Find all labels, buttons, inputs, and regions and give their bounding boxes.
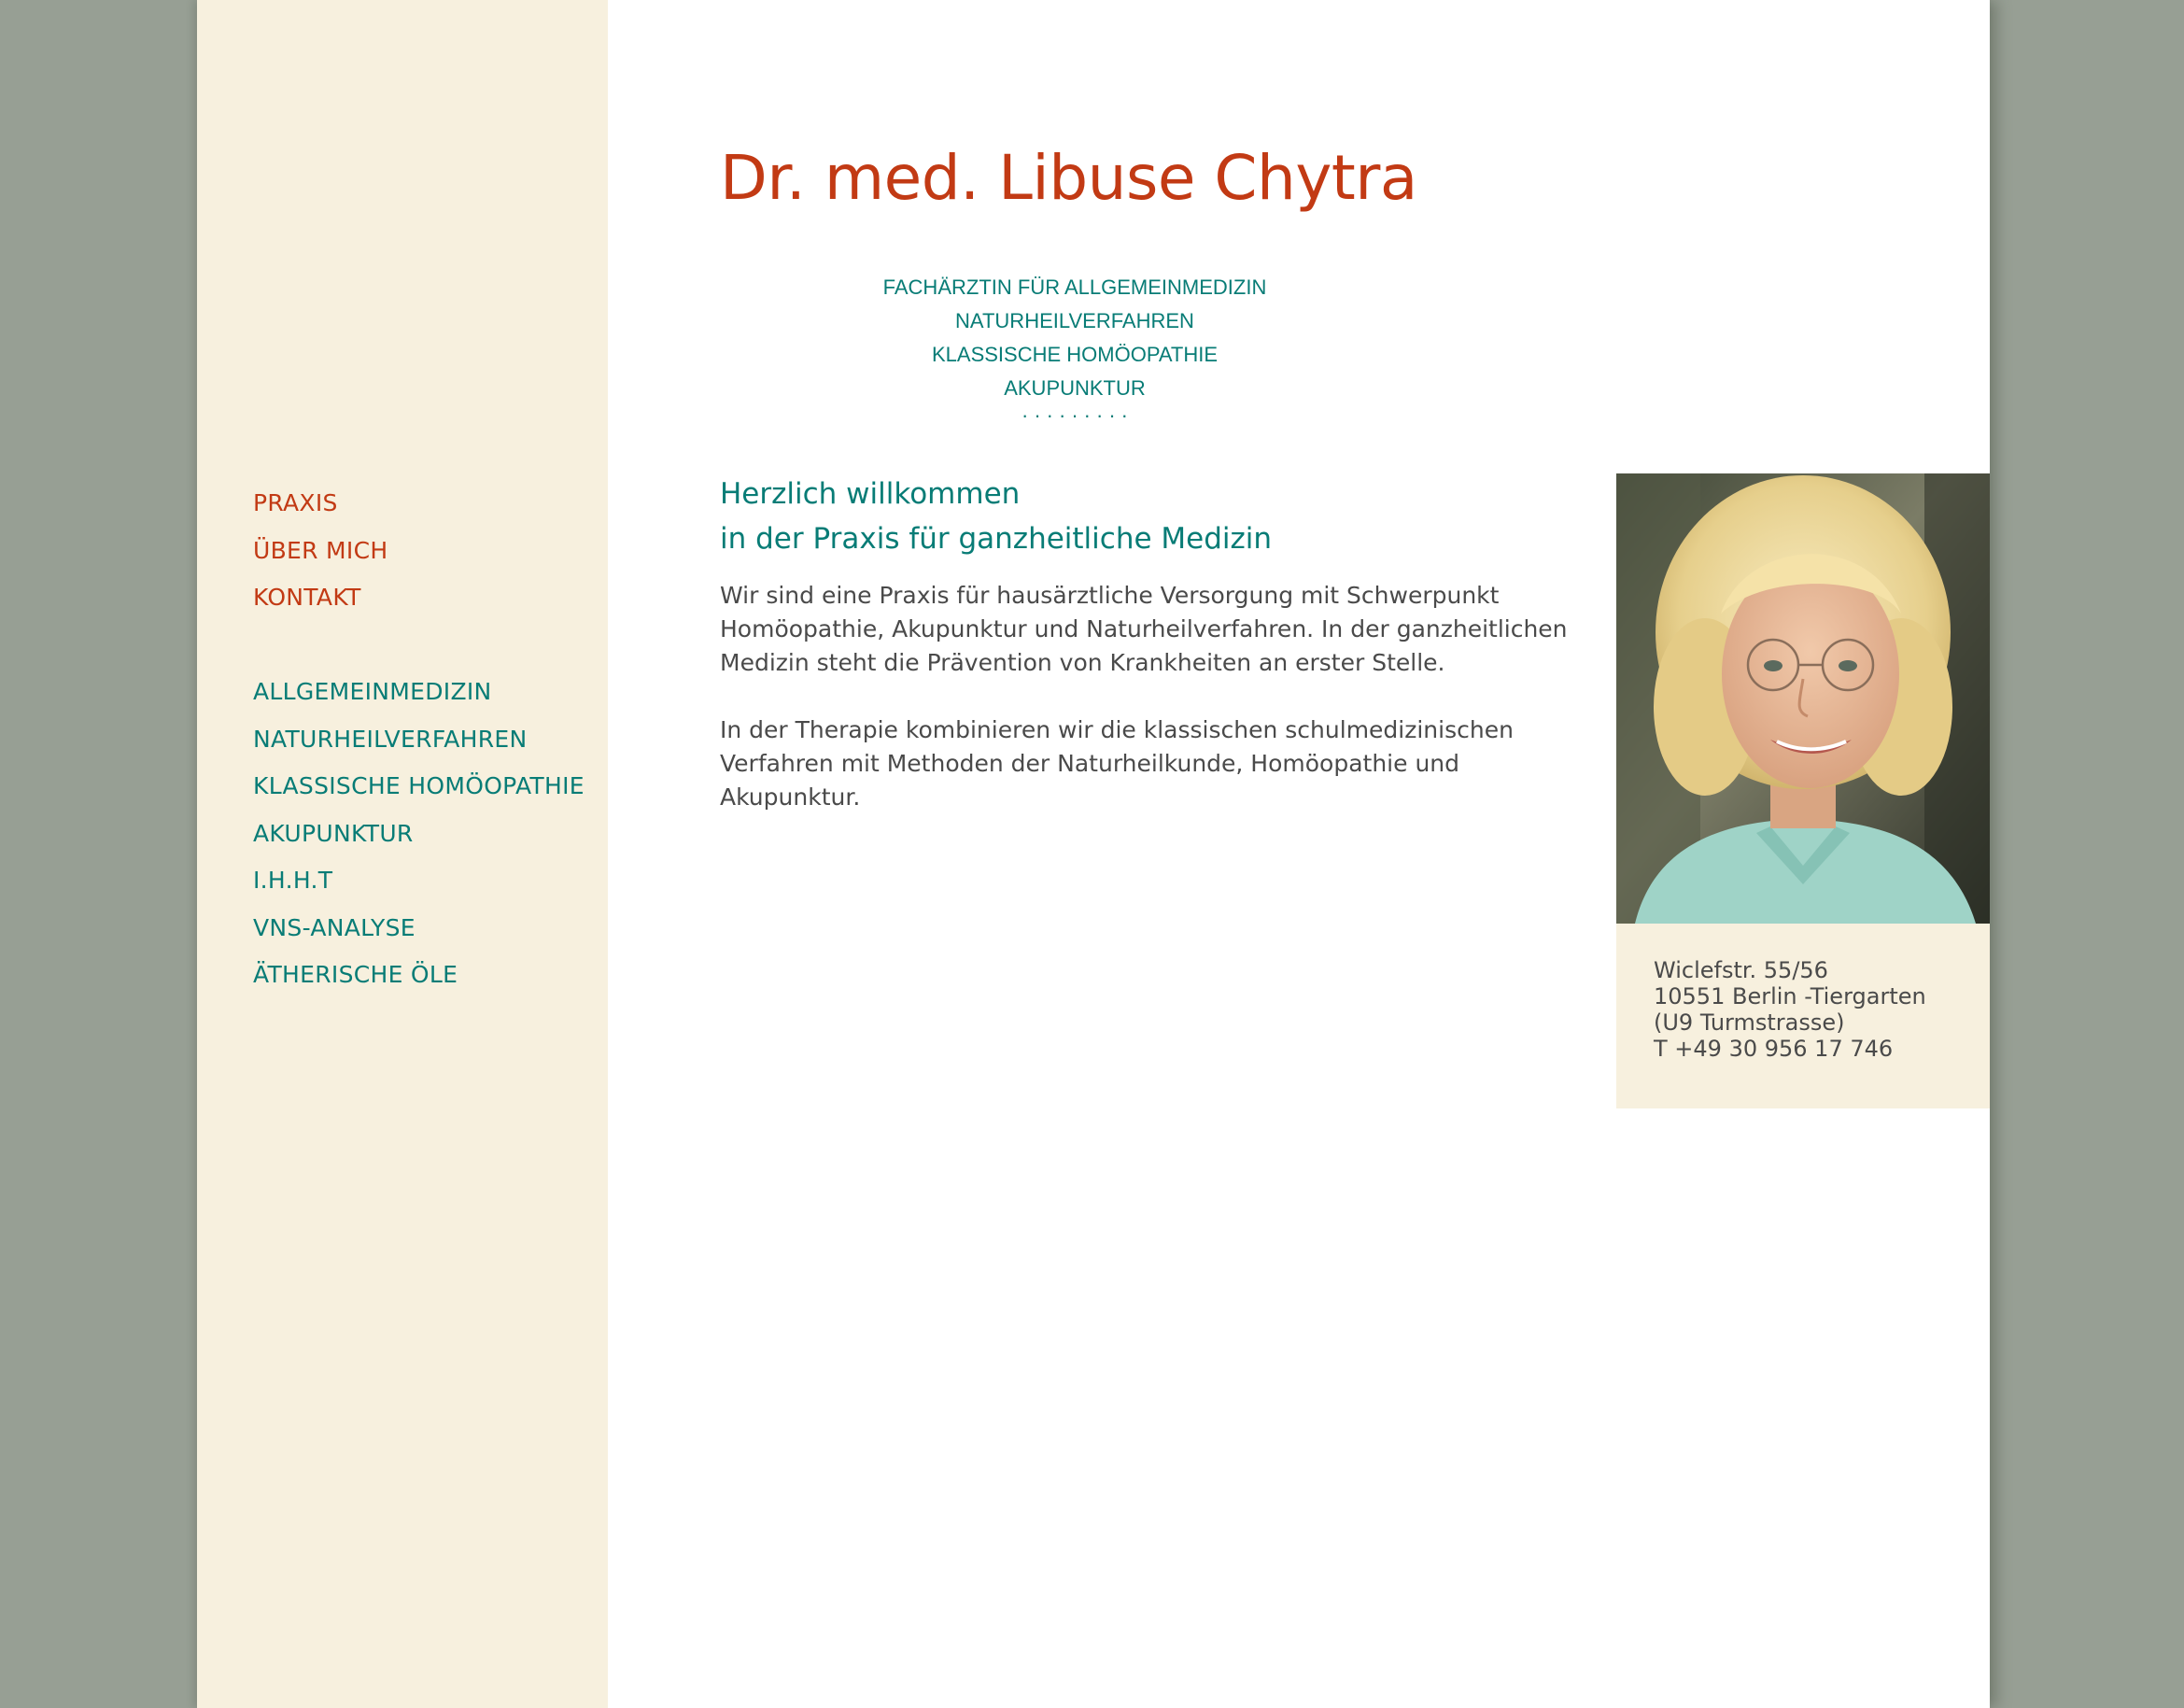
nav-item-aetherische-oele[interactable]: ÄTHERISCHE ÖLE	[253, 961, 458, 988]
therapy-paragraph: In der Therapie kombinieren wir die klassischen schulmedizinischen Verfahren mit Methoden der Naturheilkunde, Homöopathie und Akupunktur.	[720, 716, 1514, 811]
nav-item-praxis[interactable]: PRAXIS	[253, 489, 338, 516]
address-transit: (U9 Turmstrasse)	[1654, 1009, 1845, 1036]
dotted-divider: ·········	[1022, 403, 1134, 427]
intro-paragraph: Wir sind eine Praxis für hausärztliche Versorgung mit Schwerpunkt Homöopathie, Akupunktur und Naturheilverfahren. In der ganzheitlichen Medizin steht die Prävention von Krankheiten an erster Stelle.	[720, 582, 1568, 676]
topics-navigation	[253, 669, 585, 999]
nav-item-allgemeinmedizin[interactable]: ALLGEMEINMEDIZIN	[253, 678, 492, 705]
page-container	[197, 0, 1990, 1708]
specialty-akupunktur: AKUPUNKTUR	[1004, 376, 1146, 400]
welcome-line-1: Herzlich willkommen	[720, 477, 1021, 511]
specialty-homoeopathie: KLASSISCHE HOMÖOPATHIE	[931, 343, 1219, 366]
address-street: Wiclefstr. 55/56	[1654, 957, 1828, 983]
specialty-allgemeinmedizin: FACHÄRZTIN FÜR ALLGEMEINMEDIZIN	[882, 275, 1267, 299]
specialty-naturheilverfahren: NATURHEILVERFAHREN	[955, 309, 1194, 332]
welcome-line-2: in der Praxis für ganzheitliche Medizin	[720, 522, 1273, 556]
nav-item-naturheilverfahren[interactable]: NATURHEILVERFAHREN	[253, 725, 528, 753]
welcome-heading	[720, 472, 1272, 561]
site-title[interactable]: Dr. med. Libuse Chytra	[720, 142, 1417, 214]
nav-item-akupunktur[interactable]: AKUPUNKTUR	[253, 819, 414, 847]
address-block	[1654, 957, 1926, 1062]
nav-item-klassische-homoeopathie[interactable]: KLASSISCHE HOMÖOPATHIE	[253, 772, 585, 799]
doctor-portrait-photo	[1616, 473, 1990, 924]
specialties-list	[869, 271, 1280, 426]
address-city: 10551 Berlin -Tiergarten	[1654, 983, 1926, 1009]
nav-item-kontakt[interactable]: KONTAKT	[253, 584, 361, 611]
contact-box	[1616, 924, 1990, 1108]
nav-item-ihht[interactable]: I.H.H.T	[253, 867, 333, 894]
sidebar	[197, 0, 608, 1708]
main-navigation	[253, 480, 387, 622]
address-phone[interactable]: T +49 30 956 17 746	[1654, 1036, 1894, 1062]
nav-item-ueber-mich[interactable]: ÜBER MICH	[253, 536, 388, 564]
nav-item-vns-analyse[interactable]: VNS-ANALYSE	[253, 913, 416, 941]
